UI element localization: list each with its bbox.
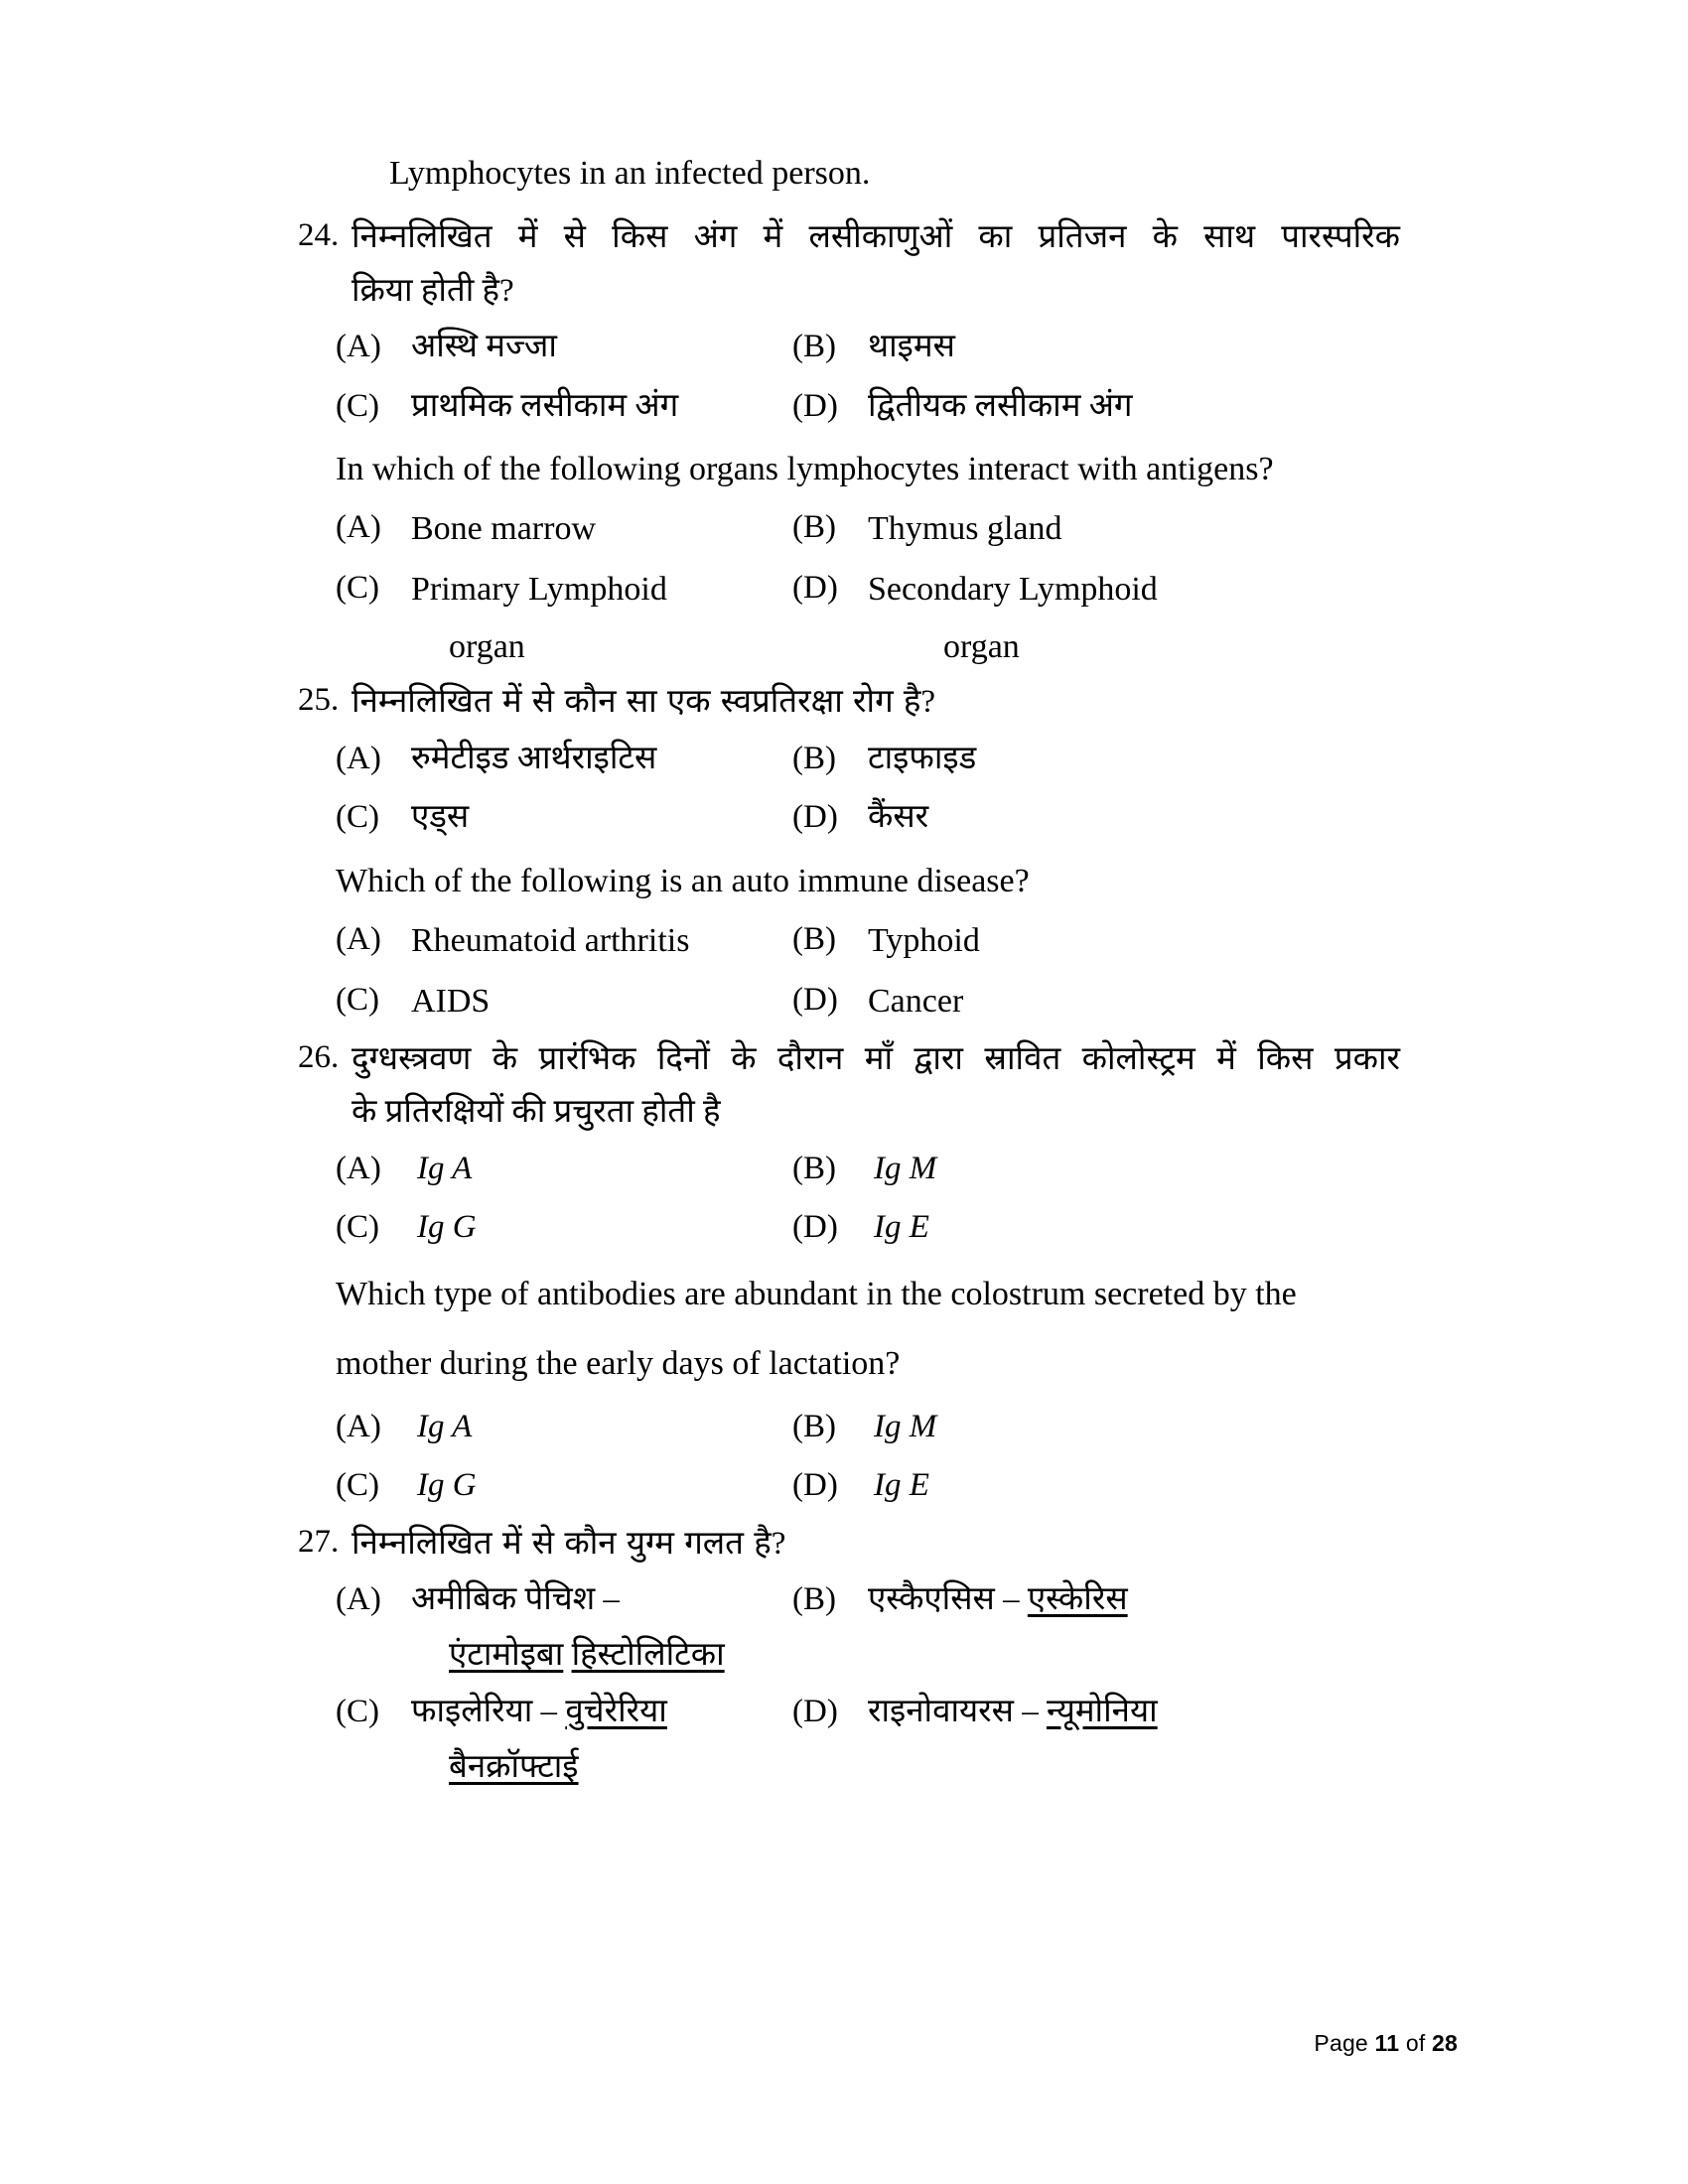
- option-key: (B): [792, 1580, 836, 1617]
- continuation-underlined-genus: एंटामोइबा: [449, 1637, 564, 1674]
- question-24-hindi-option-d[interactable]: [774, 380, 1400, 433]
- option-label: Secondary Lymphoid: [868, 571, 1158, 609]
- question-24-hindi-option-b[interactable]: [774, 321, 1400, 373]
- option-key: (C): [336, 1467, 379, 1504]
- question-27-hindi-options-row-1: [298, 1570, 1400, 1629]
- question-26-hindi-options-row-1: [298, 1140, 1400, 1198]
- question-27-hindi-text-1: निम्नलिखित में से कौन युग्म गलत है?: [352, 1525, 786, 1562]
- question-24: [298, 211, 1400, 674]
- option-key: (C): [336, 981, 379, 1018]
- question-25: [298, 676, 1400, 1031]
- option-label: [868, 1573, 1400, 1626]
- option-label: Typhoid: [868, 921, 980, 959]
- page-content: [298, 149, 1400, 1797]
- option-key: (B): [792, 1150, 836, 1186]
- question-25-hindi-text-1: निम्नलिखित में से कौन सा एक स्वप्रतिरक्षा रोग है?: [352, 684, 936, 721]
- option-label: Ig M: [874, 1150, 937, 1186]
- question-26-english-text-line-1: Which type of antibodies are abundant in the colostrum secreted by the: [336, 1275, 1297, 1312]
- option-text-underlined: वुचेरेरिया: [565, 1693, 667, 1729]
- question-24-english-option-c[interactable]: [298, 562, 774, 616]
- option-label: [411, 1686, 774, 1738]
- question-25-hindi-line-1: [298, 676, 1400, 729]
- option-text-plain: फाइलेरिया –: [411, 1693, 566, 1729]
- option-label: AIDS: [411, 982, 491, 1020]
- continuation-underlined-species: बैनक्रॉफ्टाई: [449, 1749, 579, 1786]
- question-27-option-c-continuation: [336, 1747, 579, 1785]
- option-key: (C): [336, 1209, 379, 1246]
- question-24-number: 24.: [298, 217, 340, 254]
- question-25-hindi-options-row-2: [298, 788, 1400, 847]
- option-key: (D): [792, 570, 838, 607]
- question-25-english-option-d[interactable]: [774, 974, 1400, 1028]
- option-label: थाइमस: [868, 329, 955, 365]
- footer-of-label: of: [1405, 2030, 1426, 2056]
- question-24-hindi-line-1: [298, 211, 1400, 264]
- question-25-english-options-row-1: [298, 910, 1400, 971]
- question-24-hindi-option-c[interactable]: [298, 380, 774, 433]
- question-27-hindi-option-c[interactable]: [298, 1686, 774, 1738]
- footer-total-pages: 28: [1432, 2030, 1458, 2056]
- question-26-hindi-line-1: [298, 1033, 1400, 1086]
- question-25-english-option-b[interactable]: [774, 913, 1400, 968]
- option-key: (A): [336, 1580, 381, 1617]
- question-25-english-option-a[interactable]: [298, 913, 774, 968]
- question-27-option-a-continuation-row: [298, 1629, 1400, 1682]
- question-26-english-option-d[interactable]: [774, 1459, 1400, 1512]
- question-24-english-text: In which of the following organs lymphocytes interact with antigens?: [336, 451, 1274, 488]
- option-label: Ig A: [417, 1150, 473, 1186]
- question-27-hindi-option-b[interactable]: [774, 1573, 1400, 1626]
- option-label: Ig M: [874, 1408, 937, 1444]
- question-24-hindi-option-a[interactable]: [298, 321, 774, 373]
- question-26-english-option-a[interactable]: [298, 1401, 774, 1453]
- option-label: रुमेटीइड आर्थराइटिस: [411, 740, 657, 776]
- option-text-plain: एस्कैएसिस –: [868, 1580, 1028, 1617]
- question-27-hindi-option-d[interactable]: [774, 1686, 1400, 1738]
- option-label: Bone marrow: [411, 510, 597, 548]
- question-24-english-options-row-1: [298, 498, 1400, 559]
- question-27-option-c-continuation-row: [298, 1741, 1400, 1794]
- footer-page-prefix: Page: [1314, 2030, 1368, 2056]
- option-key: (B): [792, 740, 836, 776]
- option-key: (A): [336, 1150, 381, 1186]
- option-key: (B): [792, 920, 836, 957]
- question-26-hindi-option-b[interactable]: [774, 1143, 1400, 1195]
- question-26-english-options-row-1: [298, 1398, 1400, 1456]
- option-label: द्वितीयक लसीकाम अंग: [868, 387, 1133, 424]
- question-24-english-options-continuation: [298, 619, 1400, 674]
- option-key: (D): [792, 1209, 838, 1246]
- option-key: (A): [336, 920, 381, 957]
- question-26-hindi-option-d[interactable]: [774, 1201, 1400, 1254]
- question-24-hindi-options-row-1: [298, 318, 1400, 376]
- question-26-hindi-option-c[interactable]: [298, 1201, 774, 1254]
- option-key: (D): [792, 387, 838, 424]
- question-26-number: 26.: [298, 1038, 340, 1075]
- question-26-english-option-b[interactable]: [774, 1401, 1400, 1453]
- question-25-hindi-option-a[interactable]: [298, 733, 774, 785]
- page-footer: [1314, 2030, 1458, 2057]
- option-text-plain: अमीबिक पेचिश –: [411, 1580, 620, 1617]
- option-label: Ig G: [417, 1467, 477, 1504]
- option-key: (A): [336, 509, 381, 546]
- option-key: (D): [792, 1467, 838, 1504]
- question-24-english-option-d[interactable]: [774, 562, 1400, 616]
- question-27-hindi-line-1: [298, 1518, 1400, 1570]
- question-25-number: 25.: [298, 682, 340, 719]
- question-25-english-option-c[interactable]: [298, 974, 774, 1028]
- option-text-plain: राइनोवायरस –: [868, 1693, 1047, 1729]
- option-label: Primary Lymphoid: [411, 571, 667, 609]
- question-25-hindi-options-row-1: [298, 730, 1400, 788]
- option-key: (C): [336, 799, 379, 836]
- option-label: Ig A: [417, 1408, 473, 1444]
- option-label: Cancer: [868, 982, 964, 1020]
- question-24-english-options-row-2: [298, 559, 1400, 619]
- question-27-number: 27.: [298, 1523, 340, 1560]
- option-key: (C): [336, 387, 379, 424]
- question-27-hindi-options-row-2: [298, 1683, 1400, 1741]
- carryover-text: Lymphocytes in an infected person.: [389, 155, 871, 192]
- question-24-hindi-text-1: निम्नलिखित में से किस अंग में लसीकाणुओं का प्रतिजन के साथ पारस्परिक: [352, 219, 1400, 256]
- question-24-option-c-continuation: organ: [449, 628, 525, 666]
- option-label: एड्स: [411, 799, 470, 836]
- question-26-hindi-option-a[interactable]: [298, 1143, 774, 1195]
- option-key: (D): [792, 981, 838, 1018]
- option-label: Ig E: [874, 1209, 929, 1246]
- question-27-option-a-continuation: [336, 1635, 725, 1673]
- question-24-hindi-line-2: क्रिया होती है?: [352, 272, 514, 309]
- option-text-underlined: न्यूमोनिया: [1046, 1693, 1158, 1729]
- question-26: [298, 1033, 1400, 1516]
- option-label: Ig G: [417, 1209, 477, 1246]
- option-key: (C): [336, 1693, 379, 1729]
- question-25-hindi-option-b[interactable]: [774, 733, 1400, 785]
- option-key: (A): [336, 740, 381, 776]
- footer-current-page: 11: [1374, 2030, 1400, 2056]
- option-key: (B): [792, 509, 836, 546]
- option-text-underlined: एस्केरिस: [1027, 1580, 1128, 1617]
- question-25-english-text: Which of the following is an auto immune disease?: [336, 862, 1030, 899]
- question-24-english-option-a[interactable]: [298, 501, 774, 556]
- option-label: प्राथमिक लसीकाम अंग: [411, 387, 679, 424]
- option-key: (D): [792, 799, 838, 836]
- option-key: (B): [792, 1408, 836, 1444]
- question-26-hindi-options-row-2: [298, 1198, 1400, 1257]
- option-label: Thymus gland: [868, 510, 1062, 548]
- option-label: [868, 1686, 1400, 1738]
- question-25-english-options-row-2: [298, 971, 1400, 1031]
- question-27: [298, 1518, 1400, 1795]
- question-24-english-option-b[interactable]: [774, 501, 1400, 556]
- option-key: (D): [792, 1693, 838, 1729]
- question-26-english-text-line-2: mother during the early days of lactation?: [336, 1345, 901, 1383]
- continuation-underlined-species: हिस्टोलिटिका: [571, 1637, 725, 1674]
- option-label: Rheumatoid arthritis: [411, 921, 690, 959]
- option-key: (C): [336, 570, 379, 607]
- question-24-option-d-continuation: organ: [943, 628, 1020, 666]
- option-label: Ig E: [874, 1467, 929, 1504]
- option-key: (B): [792, 329, 836, 365]
- question-26-english-options-row-2: [298, 1456, 1400, 1515]
- option-label: [411, 1573, 774, 1626]
- question-26-hindi-text-1: दुग्धस्त्रवण के प्रारंभिक दिनों के दौरान माँ द्वारा स्रावित कोलोस्ट्रम में किस प्रकार: [352, 1040, 1400, 1077]
- option-key: (A): [336, 1408, 381, 1444]
- option-label: अस्थि मज्जा: [411, 329, 557, 365]
- question-25-hindi-option-c[interactable]: [298, 791, 774, 844]
- question-26-english-option-c[interactable]: [298, 1459, 774, 1512]
- question-24-hindi-options-row-2: [298, 377, 1400, 436]
- option-label: कैंसर: [868, 799, 929, 836]
- option-key: (A): [336, 329, 381, 365]
- question-26-hindi-line-2: के प्रतिरक्षियों की प्रचुरता होती है: [352, 1094, 721, 1131]
- question-25-hindi-option-d[interactable]: [774, 791, 1400, 844]
- option-label: टाइफाइड: [868, 740, 977, 776]
- question-27-hindi-option-a[interactable]: [298, 1573, 774, 1626]
